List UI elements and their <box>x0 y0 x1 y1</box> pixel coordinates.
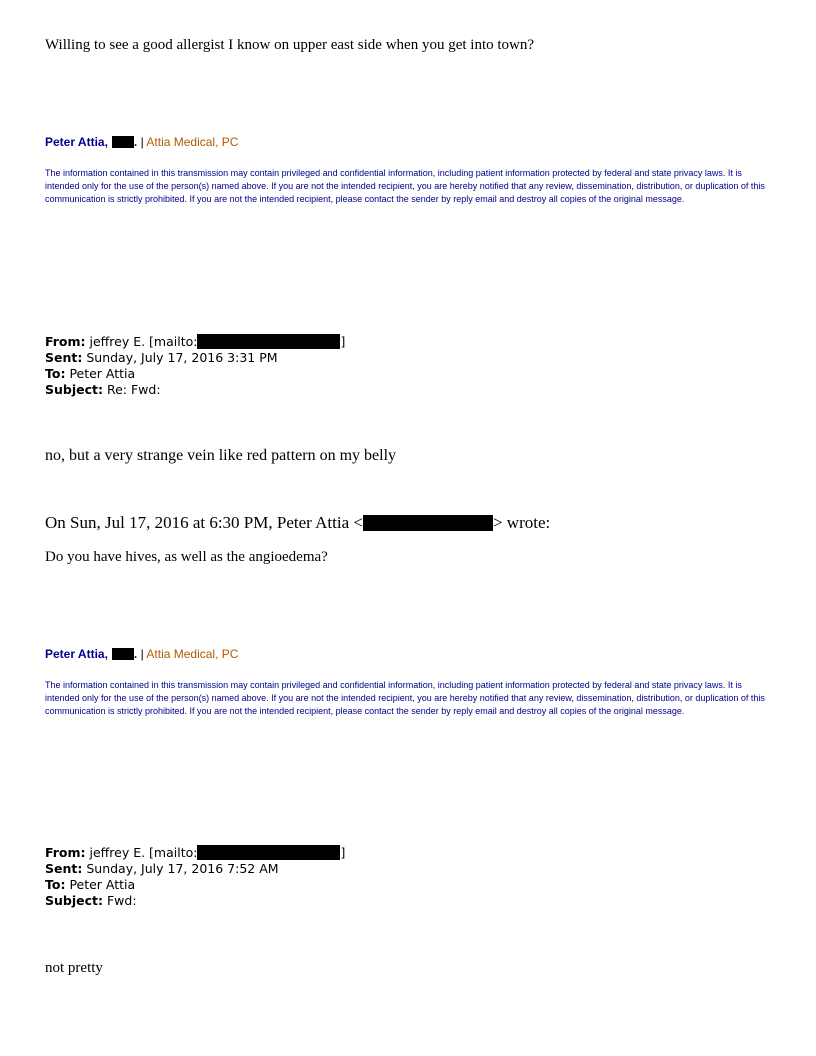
header-subject-value: Re: Fwd: <box>106 382 161 397</box>
quoted-message: Do you have hives, as well as the angioedema? <box>45 549 328 565</box>
header-to-label: To: <box>45 877 66 892</box>
signature-name-suffix: . <box>133 135 138 149</box>
signature-name-suffix: . <box>133 647 138 661</box>
signature-company: Attia Medical, PC <box>146 135 239 149</box>
signature-block <box>45 647 238 661</box>
header-sent-label: Sent: <box>45 861 83 876</box>
header-subject-row <box>45 382 345 398</box>
signature-block <box>45 135 238 149</box>
header-to-value: Peter Attia <box>69 877 136 892</box>
header-to-label: To: <box>45 366 66 381</box>
signature-name: Peter Attia, <box>45 647 108 661</box>
email-body: not pretty <box>45 960 103 976</box>
header-from-row <box>45 845 345 861</box>
redaction-bar <box>363 515 493 531</box>
header-from-label: From: <box>45 334 86 349</box>
header-subject-label: Subject: <box>45 382 103 397</box>
email-body: no, but a very strange vein like red pattern on my belly <box>45 447 397 464</box>
email-header <box>45 845 345 909</box>
redaction-bar <box>197 845 340 860</box>
signature-company: Attia Medical, PC <box>146 647 239 661</box>
email-header <box>45 334 345 398</box>
header-from-suffix: ] <box>340 334 346 349</box>
header-sent-value: Sunday, July 17, 2016 3:31 PM <box>86 350 278 365</box>
header-from-value: jeffrey E. [mailto: <box>89 334 198 349</box>
redaction-bar <box>112 648 134 660</box>
header-subject-value: Fwd: <box>106 893 137 908</box>
header-to-row <box>45 877 345 893</box>
header-subject-label: Subject: <box>45 893 103 908</box>
signature-name: Peter Attia, <box>45 135 108 149</box>
header-to-value: Peter Attia <box>69 366 136 381</box>
opening-message: Willing to see a good allergist I know on upper east side when you get into town? <box>45 37 535 53</box>
header-to-row <box>45 366 345 382</box>
confidentiality-disclaimer: The information contained in this transmission may contain privileged and confidential information, including patient information protected by federal and state privacy laws. It is intended only for the use of the person(s) named above. If you are not the intended recipient, you are hereby notified that any review, dissemination, distribution, or duplication of this communication is strictly prohibited. If you are not the intended recipient, please contact the sender by reply email and destroy all copies of the original message. <box>45 168 765 204</box>
quote-prefix: On Sun, Jul 17, 2016 at 6:30 PM, Peter Attia < <box>45 513 363 532</box>
header-subject-row <box>45 893 345 909</box>
quote-suffix: > wrote: <box>492 513 551 532</box>
header-from-value: jeffrey E. [mailto: <box>89 845 198 860</box>
header-sent-value: Sunday, July 17, 2016 7:52 AM <box>86 861 279 876</box>
redaction-bar <box>197 334 340 349</box>
header-from-suffix: ] <box>340 845 346 860</box>
confidentiality-disclaimer: The information contained in this transmission may contain privileged and confidential information, including patient information protected by federal and state privacy laws. It is intended only for the use of the person(s) named above. If you are not the intended recipient, you are hereby notified that any review, dissemination, distribution, or duplication of this communication is strictly prohibited. If you are not the intended recipient, please contact the sender by reply email and destroy all copies of the original message. <box>45 680 765 716</box>
header-sent-label: Sent: <box>45 350 83 365</box>
header-from-row <box>45 334 345 350</box>
quote-attribution <box>45 513 550 533</box>
signature-separator: | <box>140 647 144 661</box>
header-from-label: From: <box>45 845 86 860</box>
signature-separator: | <box>140 135 144 149</box>
header-sent-row <box>45 350 345 366</box>
redaction-bar <box>112 136 134 148</box>
header-sent-row <box>45 861 345 877</box>
